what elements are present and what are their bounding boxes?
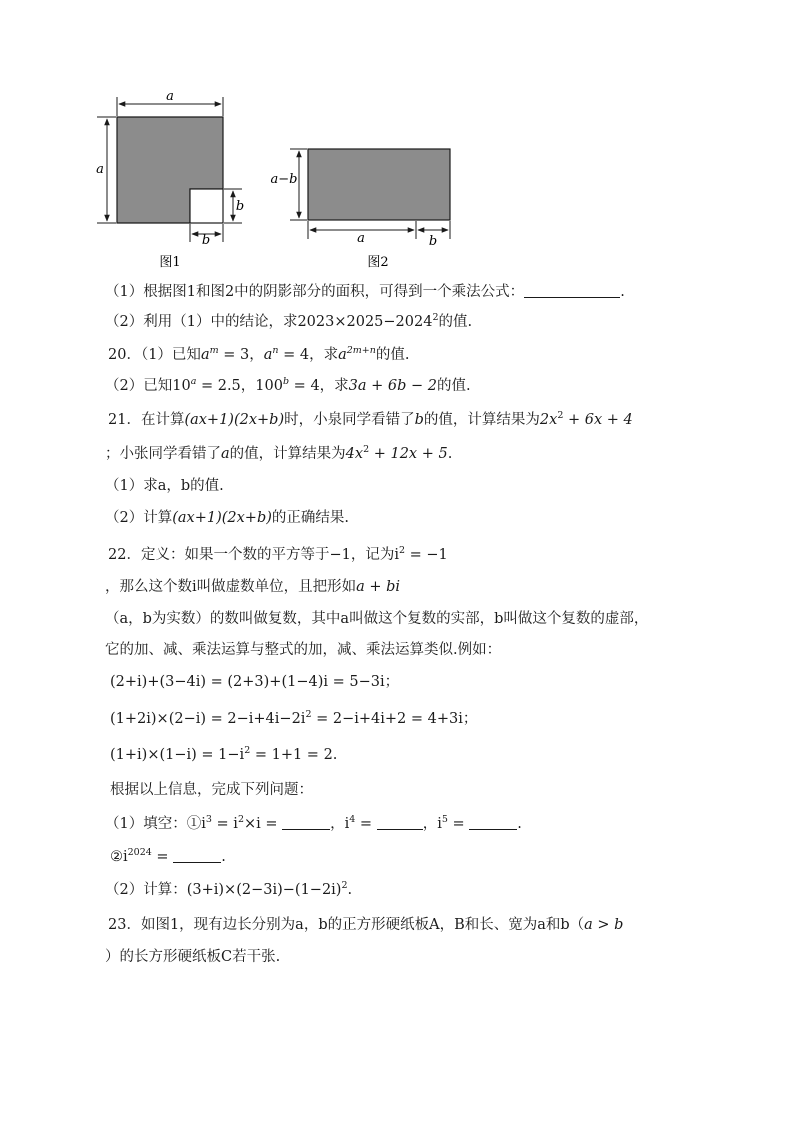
q21-result: 4x bbox=[345, 446, 364, 462]
q21-line2 bbox=[105, 444, 452, 464]
q22-line1 bbox=[108, 545, 448, 565]
q22-exp: 2 bbox=[341, 880, 348, 891]
q20-eq: = 3， bbox=[218, 347, 264, 363]
q23-line1 bbox=[108, 915, 623, 935]
q22-sep: ， bbox=[422, 816, 438, 832]
q20-exp: 2m+n bbox=[346, 345, 376, 356]
fig2-caption: 图2 bbox=[367, 255, 389, 270]
q20-eq: = 4，求 bbox=[289, 378, 349, 394]
q22-eq: = bbox=[355, 816, 377, 832]
q21-var: b bbox=[414, 412, 424, 428]
q21-result-tail: + 12x + 5 bbox=[369, 446, 448, 462]
q20-part2-text: （2）已知 bbox=[105, 378, 173, 394]
q22-line3 bbox=[105, 609, 648, 629]
q21-text: 的值，计算结果为 bbox=[229, 446, 346, 462]
q22-end: . bbox=[517, 816, 522, 832]
q22-i: i bbox=[123, 849, 128, 865]
q20-number: 20． bbox=[108, 347, 141, 363]
q20-part1 bbox=[108, 345, 409, 365]
q22-example2-tail: = 2−i+4i+2 = 4+3i； bbox=[311, 711, 478, 727]
answer-blank-i3[interactable] bbox=[282, 815, 330, 830]
q22-example3-tail: = 1+1 = 2. bbox=[250, 747, 338, 763]
q22-circled-two: ② bbox=[110, 849, 123, 865]
q22-example2 bbox=[110, 709, 477, 729]
fig2-label-bottom-a: a bbox=[357, 231, 365, 246]
q22-eq: ×i = bbox=[243, 816, 283, 832]
q22-eq: = bbox=[151, 849, 174, 865]
answer-blank-i2024[interactable] bbox=[173, 848, 221, 863]
q21-exp: 2 bbox=[363, 444, 370, 455]
q21-var: a bbox=[221, 446, 230, 462]
q23-text: 如图1，现有边长分别为a，b的正方形硬纸板A，B和长、宽为a和b（ bbox=[140, 917, 585, 933]
q22-text: 它的加、减、乘法运算与整式的加，减、乘法运算类似.例如： bbox=[105, 642, 502, 658]
q21-result-tail: + 6x + 4 bbox=[563, 412, 633, 428]
q22-part1-text: （1）填空：① bbox=[105, 816, 202, 832]
q22-exp: 5 bbox=[441, 814, 448, 825]
q23-condition: a > b bbox=[584, 917, 624, 933]
q20-exp: m bbox=[209, 345, 219, 356]
q21-part2 bbox=[105, 508, 349, 528]
q20-end: 的值. bbox=[437, 378, 471, 394]
q22-text: ，那么这个数i叫做虚数单位，且把形如 bbox=[105, 579, 357, 595]
q22-exp: 4 bbox=[349, 814, 356, 825]
q22-line2 bbox=[105, 577, 400, 597]
q22-part1b bbox=[110, 847, 226, 867]
q22-exp: 2024 bbox=[127, 847, 152, 858]
q23-number: 23． bbox=[108, 917, 141, 933]
q22-expr-tail: = −1 bbox=[405, 547, 448, 563]
q20-eq: = 4，求 bbox=[278, 347, 339, 363]
q22-example1-text: (2+i)+(3−4i) = (2+3)+(1−4)i = 5−3i； bbox=[110, 674, 400, 690]
q21-expr: (ax+1)(2x+b) bbox=[172, 510, 272, 526]
q22-exp: 2 bbox=[237, 814, 244, 825]
q21-text: 在计算 bbox=[140, 412, 185, 428]
fig1-caption: 图1 bbox=[159, 255, 181, 270]
q23-text: ）的长方形硬纸板C若干张. bbox=[105, 949, 281, 965]
q22-expr: i bbox=[394, 547, 399, 563]
q22-eq: = bbox=[447, 816, 470, 832]
q21-text: ；小张同学看错了 bbox=[105, 446, 221, 462]
fig1-label-top-a: a bbox=[166, 89, 174, 104]
q19-part2 bbox=[105, 312, 472, 332]
q19-part1 bbox=[105, 282, 625, 302]
q22-end: . bbox=[221, 849, 226, 865]
q22-sep: ， bbox=[330, 816, 345, 832]
q22-number: 22． bbox=[108, 547, 141, 563]
q20-base: 100 bbox=[255, 378, 283, 394]
fig1-label-left-a: a bbox=[96, 162, 104, 177]
q22-part2-text: （2）计算： bbox=[105, 882, 187, 898]
q19-part2-text: （2）利用（1）中的结论，求 bbox=[105, 314, 298, 330]
q22-expr: a + bi bbox=[356, 579, 401, 595]
q20-part2 bbox=[105, 376, 471, 396]
q22-info bbox=[110, 780, 313, 800]
figures-svg bbox=[0, 0, 794, 280]
q21-end: . bbox=[447, 446, 453, 462]
q20-base: 10 bbox=[172, 378, 191, 394]
q22-exp: 2 bbox=[244, 745, 251, 756]
q22-expr: (3+i)×(2−3i)−(1−2i) bbox=[186, 882, 342, 898]
q23-line2 bbox=[105, 947, 280, 967]
q22-text: （a，b为实数）的数叫做复数，其中a叫做这个复数的实部，b叫做这个复数的虚部， bbox=[105, 611, 649, 627]
q20-var: a bbox=[338, 347, 347, 363]
q22-line4 bbox=[105, 640, 501, 660]
fig2-label-left-amb: a−b bbox=[270, 172, 298, 187]
q22-end: . bbox=[347, 882, 353, 898]
q21-result: 2x bbox=[539, 412, 558, 428]
q22-exp: 3 bbox=[205, 814, 212, 825]
q22-part1 bbox=[105, 814, 522, 834]
q19-part2-exp: 2 bbox=[432, 312, 439, 323]
q22-part2 bbox=[105, 880, 352, 900]
q20-end: 的值. bbox=[375, 347, 410, 363]
q21-end: 的正确结果. bbox=[271, 510, 350, 526]
figure-2 bbox=[271, 149, 450, 270]
q21-expr: (ax+1)(2x+b) bbox=[184, 412, 285, 428]
q21-line1 bbox=[108, 410, 633, 430]
q20-var: a bbox=[200, 347, 210, 363]
q22-i: i bbox=[201, 816, 206, 832]
q21-text: 时，小泉同学看错了 bbox=[284, 412, 415, 428]
q22-text: 定义：如果一个数的平方等于−1，记为 bbox=[140, 547, 395, 563]
q22-exp: 2 bbox=[398, 545, 406, 556]
q21-exp: 2 bbox=[557, 410, 564, 421]
q19-part1-text: （1）根据图1和图2中的阴影部分的面积，可得到一个乘法公式： bbox=[105, 284, 525, 300]
fig2-label-bottom-b: b bbox=[428, 234, 438, 249]
fig1-small-square bbox=[190, 189, 223, 223]
q22-example2-text: (1+2i)×(2−i) = 2−i+4i−2i bbox=[110, 711, 306, 727]
answer-blank-i4[interactable] bbox=[377, 815, 423, 830]
q22-exp: 2 bbox=[305, 709, 312, 720]
q21-part1-text: （1）求a，b的值. bbox=[105, 478, 224, 494]
answer-blank-q19[interactable] bbox=[524, 283, 620, 298]
q21-part1 bbox=[105, 476, 224, 496]
q22-example1 bbox=[110, 672, 399, 692]
q21-part2-text: （2）计算 bbox=[105, 510, 173, 526]
q20-exp: b bbox=[282, 376, 290, 387]
fig1-label-right-b: b bbox=[235, 199, 245, 214]
q20-exp: a bbox=[190, 376, 197, 387]
q21-number: 21． bbox=[108, 412, 141, 428]
q22-i: i bbox=[344, 816, 350, 832]
q22-i: i bbox=[437, 816, 442, 832]
q20-eq: = 2.5， bbox=[196, 378, 256, 394]
q22-example3-text: (1+i)×(1−i) = 1−i bbox=[110, 747, 245, 763]
q20-part1-text: （1）已知 bbox=[140, 347, 201, 363]
fig1-label-bottom-b: b bbox=[201, 233, 211, 248]
q19-part2-end: 的值. bbox=[438, 314, 473, 330]
figure-1 bbox=[96, 89, 244, 270]
q20-var: a bbox=[263, 347, 273, 363]
fig2-shaded-rect bbox=[308, 149, 450, 220]
q19-part2-expr: 2023×2025−2024 bbox=[297, 314, 433, 330]
q21-text: 的值，计算结果为 bbox=[423, 412, 540, 428]
q20-exp: n bbox=[272, 345, 279, 356]
answer-blank-i5[interactable] bbox=[469, 815, 517, 830]
q22-example3 bbox=[110, 745, 337, 765]
q22-info-text: 根据以上信息，完成下列问题： bbox=[110, 782, 313, 798]
q20-expr: 3a + 6b − 2 bbox=[348, 378, 438, 394]
q19-part1-end: . bbox=[620, 284, 625, 300]
q22-eq: = i bbox=[211, 816, 238, 832]
